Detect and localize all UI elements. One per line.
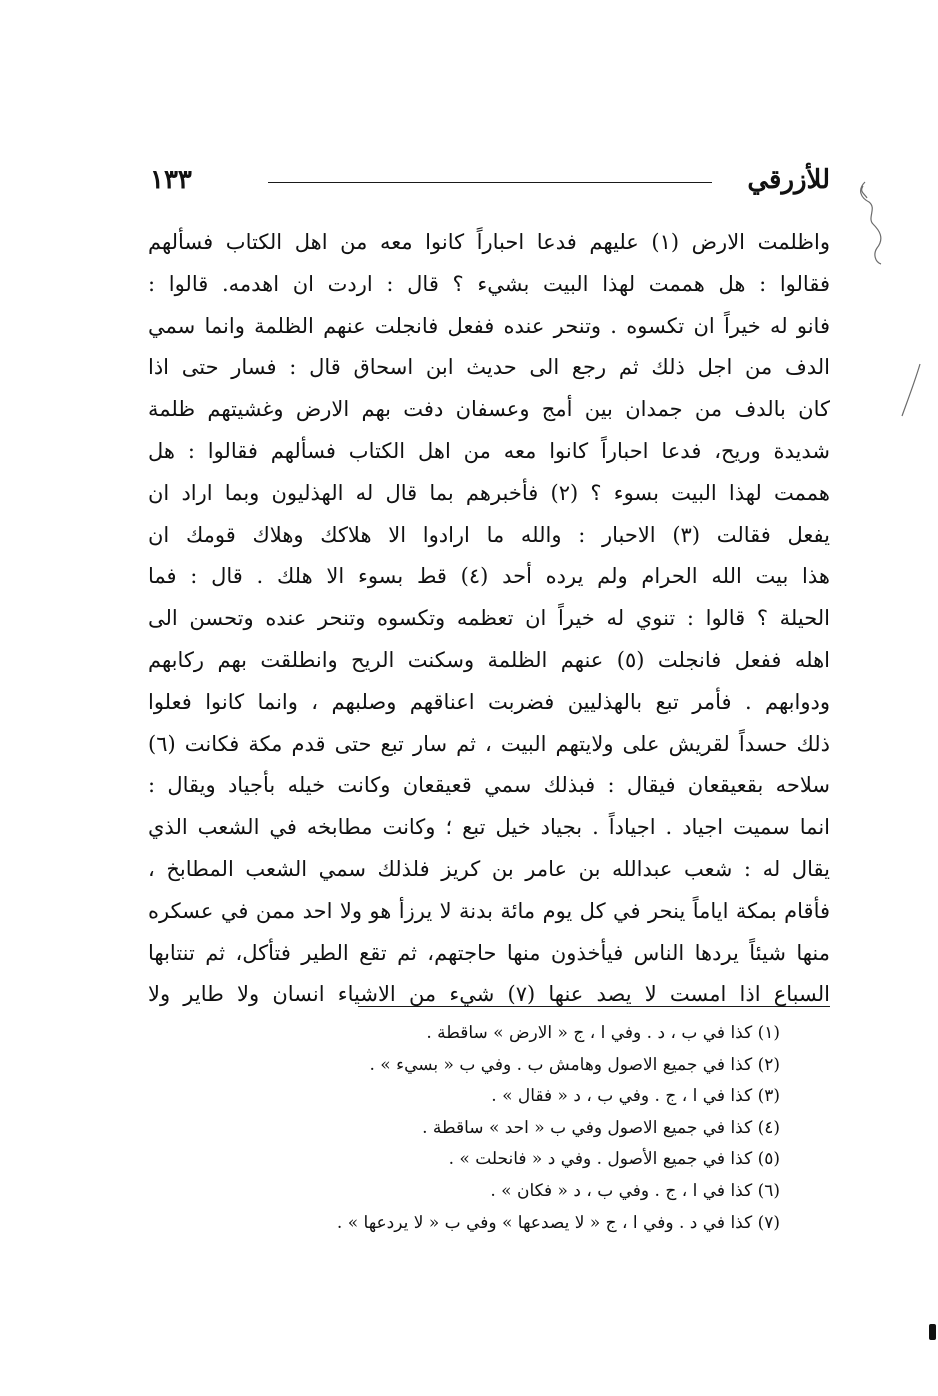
text-line: فأقام بمكة اياماً ينحر في كل يوم مائة بدنة لا يرزأ هو ولا احد ممن في عسكره: [148, 898, 830, 923]
footnote: (٦) كذا في ا ، ج . وفي ب ، د « فكان » .: [490, 1180, 780, 1201]
text-line: ذلك حسداً لقريش على ولايتهم البيت ، ثم سار تبع حتى قدم مكة فكانت (٦): [148, 731, 830, 756]
page-edge-mark: [929, 1324, 936, 1340]
text-line: الدف من اجل ذلك ثم رجع الى حديث ابن اسحاق قال : فسار حتى اذا: [148, 355, 830, 380]
text-line: هممت لهذا البيت بسوء ؟ (٢) فأخبرهم بما قال له الهذليون وبما اراد ان: [148, 480, 830, 505]
text-line: واظلمت الارض (١) عليهم فدعا احباراً كانوا معه من اهل الكتاب فسألهم: [148, 230, 830, 254]
text-line: يقال له : شعب عبدالله بن عامر بن كريز فلذلك سمي الشعب المطابخ ،: [148, 856, 830, 881]
running-title: للأزرقي: [747, 165, 830, 195]
main-text: [148, 222, 830, 1016]
text-line: الحيلة ؟ قالوا : تنوي له خيراً ان تعظمه وتكسوه وتنحر عنده وتحسن الى: [148, 606, 830, 631]
footnote: (٣) كذا في ا ، ج . وفي ب ، د « فقال » .: [491, 1086, 780, 1107]
text-line: سلاحه بقعيقعان فيقال : فبذلك سمي قعيقعان وكانت خيله بأجياد ويقال :: [148, 773, 830, 798]
footnotes: [280, 1018, 780, 1239]
header-rule: [268, 182, 712, 183]
text-line: فقالوا : هل هممت لهذا البيت بشيء ؟ قال : اردت ان اهدمه. قالوا :: [148, 271, 830, 296]
footnote: (٧) كذا في د . وفي ا ، ج « لا يصدعها » وفي ب « لا يردعها » .: [336, 1212, 780, 1233]
text-line: شديدة وريح، فدعا احباراً كانوا معه من اهل الكتاب فسألهم فقالوا : هل: [148, 438, 830, 463]
margin-slash-mark: [896, 362, 926, 422]
text-line: كان بالدف من جمدان بين أمج وعسفان دفت بهم الارض وغشيتهم ظلمة: [148, 397, 830, 422]
footnote-rule: [358, 1006, 830, 1007]
footnote: (٤) كذا في جميع الاصول وفي ب « احد » ساقطة .: [422, 1117, 780, 1138]
text-line: ودوابهم . فأمر تبع بالهذليين فضربت اعناقهم وصلبهم ، وانما كانوا فعلوا: [148, 689, 830, 714]
footnote: (٥) كذا في جميع الأصول . وفي د « فانحلت » .: [448, 1149, 780, 1170]
text-line: السباع اذا امست لا يصد عنها (٧) شيء من الاشياء انسان ولا طاير ولا: [148, 982, 830, 1007]
footnote: (٢) كذا في جميع الاصول وهامش ب . وفي ب « بسيء » .: [369, 1054, 780, 1075]
page-header: [150, 160, 830, 200]
text-line: هذا بيت الله الحرام ولم يرده أحد (٤) قط بسوء الا هلك . قال : فما: [148, 564, 830, 589]
text-line: اهله ففعل فانجلت (٥) عنهم الظلمة وسكنت الريح وانطلقت بهم ركابهم: [148, 647, 830, 672]
text-line: فانو له خيراً ان تكسوه . وتنحر عنده ففعل فانجلت عنهم الظلمة وانما سمي: [148, 313, 830, 338]
margin-bracket-mark: [855, 178, 895, 268]
text-line: انما سميت اجياد . اجياداً . بجياد خيل تبع ؛ وكانت مطابخه في الشعب الذي: [148, 815, 830, 840]
text-line: منها شيئاً يردها الناس فيأخذون منها حاجتهم، ثم تقع الطير فتأكل، ثم تنتابها: [148, 940, 830, 965]
text-line: يفعل فقالت (٣) الاحبار : والله ما ارادوا الا هلاكك وهلاك قومك ان: [148, 522, 830, 547]
footnote: (١) كذا في ب ، د . وفي ا ، ج « الارض » ساقطة .: [426, 1023, 780, 1043]
page-number: ١٣٣: [150, 165, 192, 195]
